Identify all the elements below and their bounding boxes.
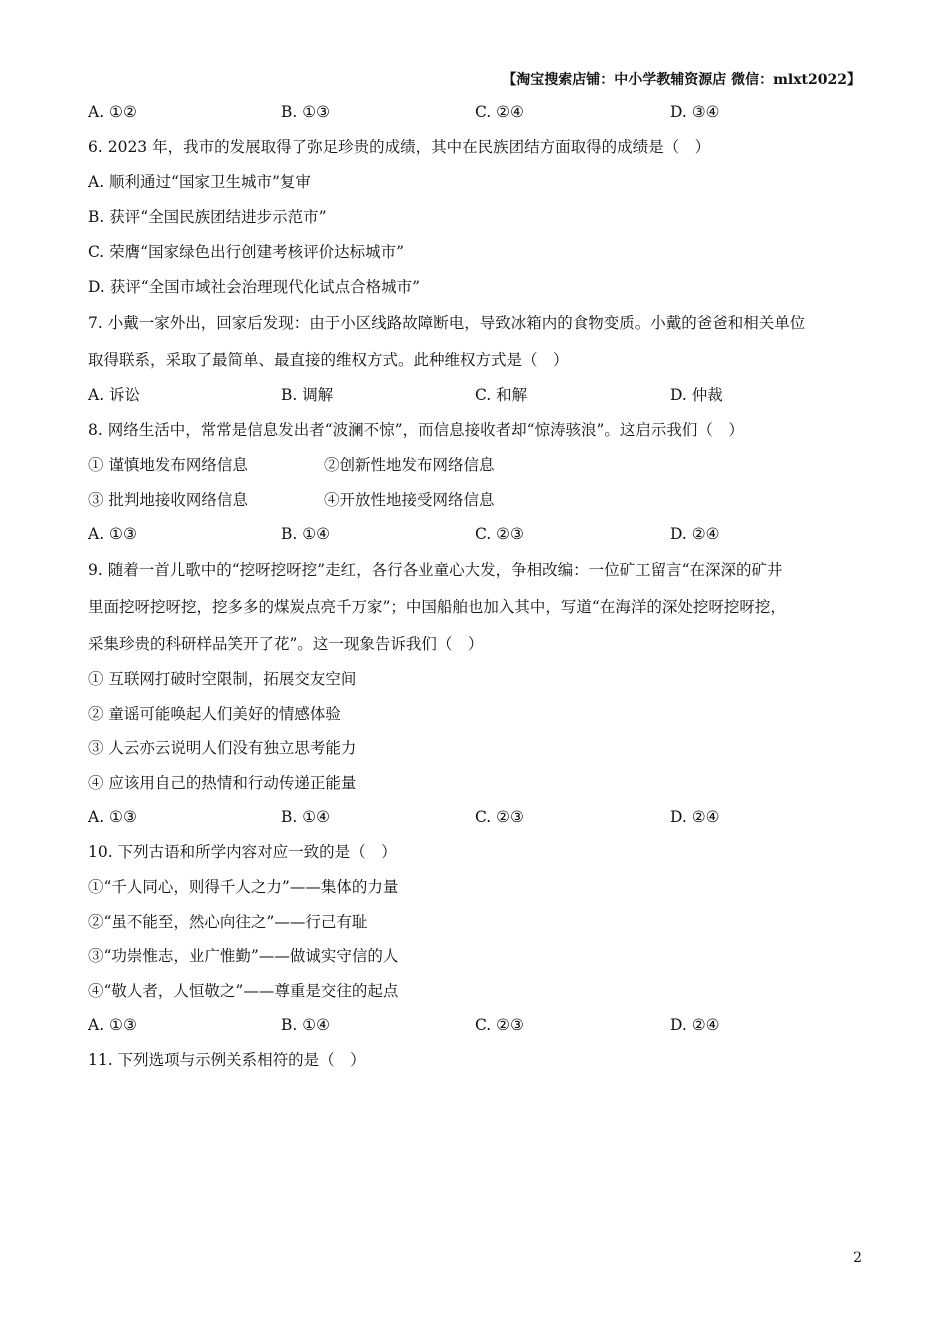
q5-options [88, 102, 868, 122]
q8-items-row-2 [88, 490, 688, 510]
q6-stem: 6. 2023 年，我市的发展取得了弥足珍贵的成绩，其中在民族团结方面取得的成绩是（ ） [88, 138, 711, 156]
q9-item-4: ④ 应该用自己的热情和行动传递正能量 [88, 774, 357, 792]
q9-item-2: ② 童谣可能唤起人们美好的情感体验 [88, 705, 341, 723]
q9-item-3: ③ 人云亦云说明人们没有独立思考能力 [88, 739, 357, 757]
q11-stem: 11. 下列选项与示例关系相符的是（ ） [88, 1051, 366, 1069]
page-header: 【淘宝搜索店铺：中小学教辅资源店 微信：mlxt2022】 [502, 72, 861, 88]
option-a: A. ①③ [88, 808, 137, 826]
q8-stem: 8. 网络生活中，常常是信息发出者“波澜不惊”，而信息接收者却“惊涛骇浪”。这启示我们（ ） [88, 421, 744, 439]
q10-options [88, 1015, 868, 1035]
q8-items-row-1 [88, 455, 688, 475]
q7-options [88, 385, 868, 405]
option-b: B. ①④ [281, 1016, 331, 1034]
q6-option-c: C. 荣膺“国家绿色出行创建考核评价达标城市” [88, 243, 405, 261]
q6-option-a: A. 顺利通过“国家卫生城市”复审 [88, 173, 311, 191]
option-c: C. ②④ [475, 103, 524, 121]
option-d: D. ②④ [670, 808, 720, 826]
q9-stem-line-2: 里面挖呀挖呀挖，挖多多的煤炭点亮千万家”；中国船舶也加入其中，写道“在海洋的深处挖呀挖呀挖， [88, 598, 786, 616]
q10-item-4: ④“敬人者，人恒敬之”——尊重是交往的起点 [88, 982, 399, 1000]
q10-item-3: ③“功崇惟志，业广惟勤”——做诚实守信的人 [88, 947, 399, 965]
q8-item-2: ②创新性地发布网络信息 [324, 456, 495, 474]
q7-stem-line-1: 7. 小戴一家外出，回家后发现：由于小区线路故障断电，导致冰箱内的食物变质。小戴的爸爸和相关单位 [88, 314, 806, 332]
option-b: B. ①③ [281, 103, 331, 121]
option-d: D. 仲裁 [670, 386, 723, 404]
option-d: D. ②④ [670, 1016, 720, 1034]
q8-item-4: ④开放性地接受网络信息 [324, 491, 495, 509]
q6-option-d: D. 获评“全国市域社会治理现代化试点合格城市” [88, 278, 421, 296]
q10-item-2: ②“虽不能至，然心向往之”——行己有耻 [88, 913, 368, 931]
option-d: D. ③④ [670, 103, 720, 121]
option-c: C. ②③ [475, 1016, 524, 1034]
option-b: B. ①④ [281, 808, 331, 826]
q8-item-3: ③ 批判地接收网络信息 [88, 491, 248, 509]
option-b: B. ①④ [281, 525, 331, 543]
option-c: C. ②③ [475, 525, 524, 543]
q9-stem-line-1: 9. 随着一首儿歌中的“挖呀挖呀挖”走红，各行各业童心大发，争相改编：一位矿工留言“在深深的矿井 [88, 561, 783, 579]
q9-options [88, 807, 868, 827]
q10-stem: 10. 下列古语和所学内容对应一致的是（ ） [88, 843, 397, 861]
option-a: A. 诉讼 [88, 386, 141, 404]
option-a: A. ①③ [88, 1016, 137, 1034]
q6-option-b: B. 获评“全国民族团结进步示范市” [88, 208, 327, 226]
option-d: D. ②④ [670, 525, 720, 543]
option-a: A. ①② [88, 103, 137, 121]
q8-item-1: ① 谨慎地发布网络信息 [88, 456, 248, 474]
option-a: A. ①③ [88, 525, 137, 543]
page-number: 2 [853, 1250, 862, 1266]
option-b: B. 调解 [281, 386, 334, 404]
q9-item-1: ① 互联网打破时空限制，拓展交友空间 [88, 670, 357, 688]
q7-stem-line-2: 取得联系，采取了最简单、最直接的维权方式。此种维权方式是（ ） [88, 351, 569, 369]
option-c: C. ②③ [475, 808, 524, 826]
q10-item-1: ①“千人同心，则得千人之力”——集体的力量 [88, 878, 399, 896]
option-c: C. 和解 [475, 386, 528, 404]
q9-stem-line-3: 采集珍贵的科研样品笑开了花”。这一现象告诉我们（ ） [88, 635, 484, 653]
q8-options [88, 524, 868, 544]
